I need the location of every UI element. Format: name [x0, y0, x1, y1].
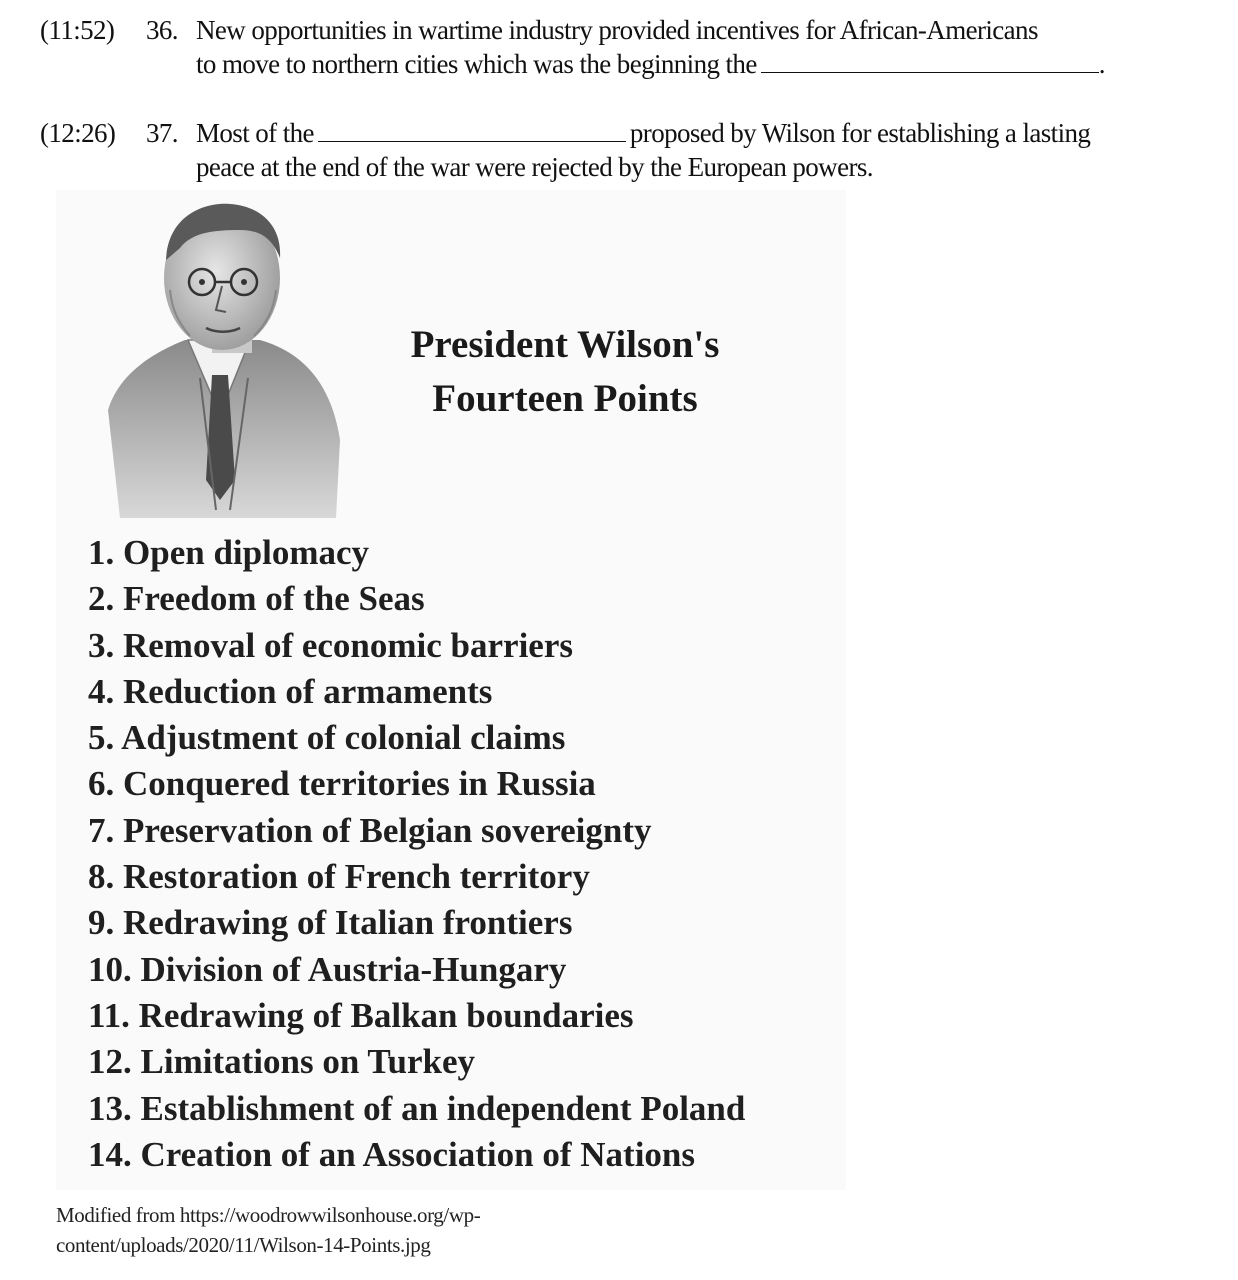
question-line [196, 116, 1220, 150]
list-item: 3. Removal of economic barriers [88, 625, 573, 665]
question-line [196, 47, 1220, 81]
source-line: Modified from https://woodrowwilsonhouse.org/wp- [56, 1203, 481, 1227]
list-item: 8. Restoration of French territory [88, 857, 590, 897]
figure-title-line: Fourteen Points [432, 377, 698, 420]
question-line: New opportunities in wartime industry provided incentives for African-Americans [196, 15, 1038, 45]
figure-title [360, 318, 770, 426]
list-item: 10. Division of Austria-Hungary [88, 949, 567, 989]
answer-blank[interactable] [318, 117, 626, 142]
question-text [196, 116, 1220, 184]
question-36 [40, 13, 1220, 81]
source-line: content/uploads/2020/11/Wilson-14-Points.jpg [56, 1233, 431, 1257]
question-timestamp: (12:26) [40, 118, 116, 148]
list-item: 1. Open diplomacy [88, 533, 370, 572]
question-line-text: to move to northern cities which was the beginning the [196, 49, 757, 79]
list-item: 2. Freedom of the Seas [88, 579, 425, 619]
question-timestamp: (11:52) [40, 15, 115, 45]
question-line-text: proposed by Wilson for establishing a lasting [629, 118, 1091, 148]
woodrow-wilson-portrait-icon [100, 200, 345, 518]
list-item: 11. Redrawing of Balkan boundaries [88, 995, 634, 1035]
list-item: 9. Redrawing of Italian frontiers [88, 903, 573, 943]
answer-blank[interactable] [761, 48, 1099, 73]
question-number: 36. [146, 15, 178, 45]
list-item: 6. Conquered territories in Russia [88, 764, 596, 804]
question-line: peace at the end of the war were rejected by the European powers. [196, 152, 873, 182]
list-item: 5. Adjustment of colonial claims [88, 718, 566, 758]
list-item: 7. Preservation of Belgian sovereignty [88, 810, 652, 850]
list-item: 13. Establishment of an independent Poland [88, 1088, 746, 1128]
list-item: 12. Limitations on Turkey [88, 1042, 476, 1082]
question-text [196, 13, 1220, 81]
figure-title-line: President Wilson's [410, 323, 720, 366]
source-citation [56, 1200, 616, 1260]
question-line-text: Most of the [196, 118, 314, 148]
question-number: 37. [146, 118, 178, 148]
question-punctuation: . [1098, 49, 1105, 79]
list-item: 4. Reduction of armaments [88, 671, 493, 711]
fourteen-points-list [88, 530, 745, 1178]
question-37 [40, 116, 1220, 184]
list-item: 14. Creation of an Association of Nations [88, 1134, 696, 1174]
